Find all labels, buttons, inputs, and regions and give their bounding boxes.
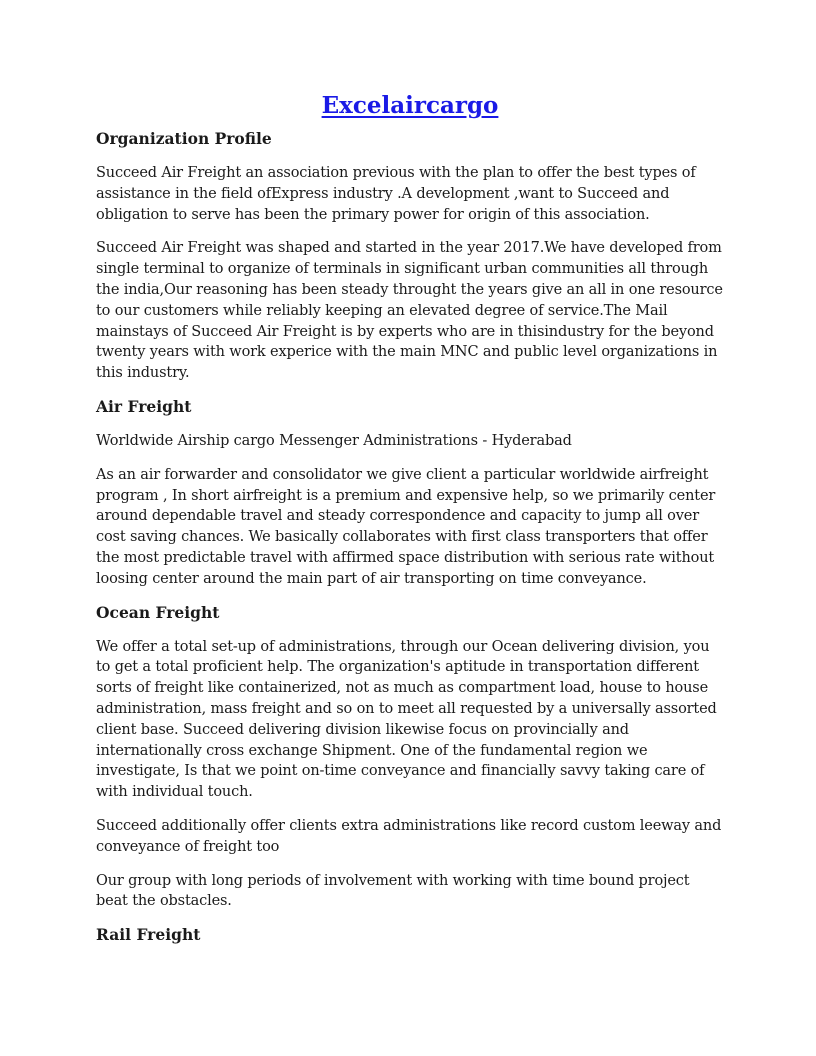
heading-rail-freight: Rail Freight [96, 925, 201, 945]
ocean-freight-paragraph-1: We offer a total set-up of administrations, through our Ocean delivering division, you to get a total proficient help. The organization's aptitude in transportation different sorts of freight like containerized, not as much as compartment load, house to house administration, mass freight and so on to meet all requested by a universally assorted client base. Succeed delivering division likewise focus on provincially and internationally cross exchange Shipment. One of the fundamental region we investigate, Is that we point on-time conveyance and financially savvy taking care of with individual touch. [96, 638, 717, 801]
air-freight-paragraph: As an air forwarder and consolidator we give client a particular worldwide airfreight program , In short airfreight is a premium and expensive help, so we primarily center around dependable travel and steady correspondence and capacity to jump all over cost saving chances. We basically collaborates with first class transporters that offer the most predictable travel with affirmed space distribution with serious rate without loosing center around the main part of air transporting on time conveyance. [96, 466, 716, 587]
air-freight-subtitle: Worldwide Airship cargo Messenger Administrations - Hyderabad [96, 432, 572, 449]
ocean-freight-paragraph-2: Succeed additionally offer clients extra administrations like record custom leeway and conveyance of freight too [96, 817, 722, 855]
heading-organization-profile: Organization Profile [96, 129, 272, 148]
document-page [96, 92, 724, 959]
title-container [96, 92, 724, 119]
heading-air-freight: Air Freight [96, 396, 192, 416]
page-title-link[interactable]: Excelaircargo [321, 92, 499, 119]
heading-ocean-freight: Ocean Freight [96, 602, 220, 622]
profile-paragraph-1: Succeed Air Freight an association previous with the plan to offer the best types of assistance in the field ofExpress industry .A development ,want to Succeed and obligation to serve has been the primary power for origin of this association. [96, 165, 696, 223]
profile-paragraph-2: Succeed Air Freight was shaped and started in the year 2017.We have developed from single terminal to organize of terminals in significant urban communities all through the india,Our reasoning has been steady throught the years give an all in one resource to our customers while reliably keeping an elevated degree of service.The Mail mainstays of Succeed Air Freight is by experts who are in thisindustry for the beyond twenty years with work experice with the main MNC and public level organizations in this industry. [96, 240, 723, 382]
ocean-freight-paragraph-3: Our group with long periods of involvement with working with time bound project beat the obstacles. [96, 872, 690, 910]
